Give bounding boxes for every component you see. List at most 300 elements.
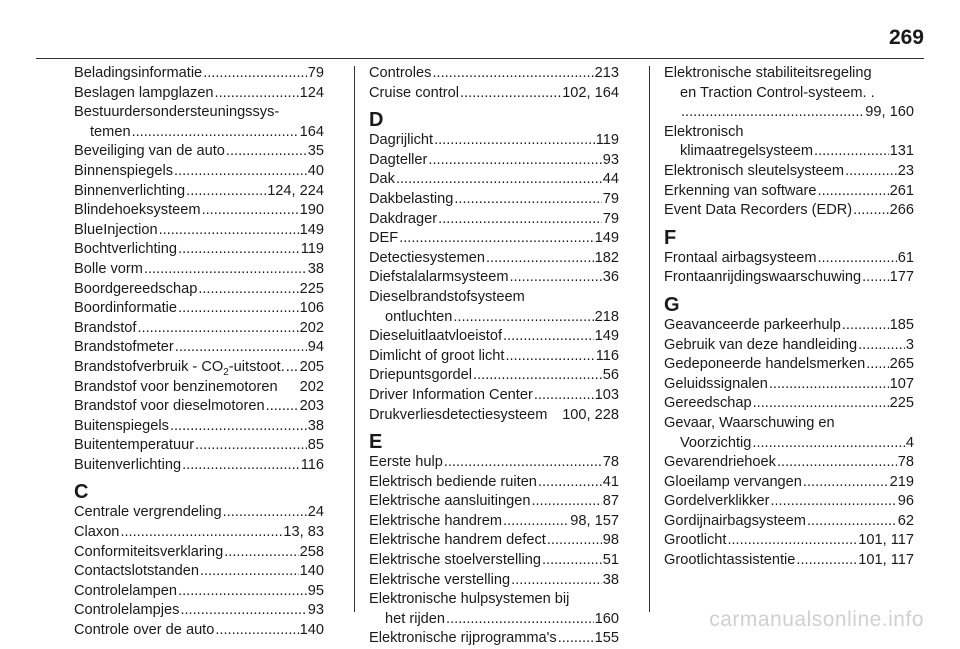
index-entry (369, 190, 619, 210)
dot-leader (866, 355, 888, 375)
dot-leader (814, 142, 889, 162)
index-entry (74, 397, 324, 417)
index-entry (369, 386, 619, 406)
page-reference[interactable]: 160 (594, 610, 619, 627)
index-entry (369, 170, 619, 190)
index-entry (74, 240, 324, 260)
dot-leader (538, 473, 602, 493)
index-term: Dak (369, 171, 395, 188)
index-entry (664, 201, 914, 221)
index-term: temen (90, 123, 131, 140)
page-reference[interactable]: 94 (307, 339, 324, 356)
index-entry (664, 492, 914, 512)
page-reference[interactable]: 149 (594, 230, 619, 247)
page-reference[interactable]: 119 (595, 132, 619, 149)
index-entry (369, 229, 619, 249)
page-reference[interactable]: 87 (602, 493, 619, 510)
index-term: Elektrische verstelling (369, 571, 511, 588)
index-entry (664, 142, 914, 162)
index-term: Brandstofmeter (74, 339, 174, 356)
index-term-line: Dieselbrandstofsysteem (369, 288, 525, 305)
dot-leader (769, 375, 889, 395)
page-reference[interactable]: 35 (307, 143, 324, 160)
index-entry (74, 123, 324, 143)
page-reference[interactable]: 98, 157 (570, 512, 619, 529)
index-entry (369, 84, 619, 104)
dot-leader (198, 280, 298, 300)
dot-leader (200, 562, 299, 582)
dot-leader (174, 162, 307, 182)
section-letter: F (664, 226, 677, 249)
index-entry (74, 582, 324, 602)
index-term-line: en Traction Control-systeem. . (680, 84, 875, 101)
dot-leader (182, 456, 300, 476)
page-reference[interactable]: 78 (602, 454, 619, 471)
index-term: Controlelampen (74, 582, 178, 599)
page-reference[interactable]: 261 (889, 182, 914, 199)
index-term: Controle over de auto (74, 622, 215, 639)
dot-leader (752, 434, 904, 454)
dot-leader (531, 492, 601, 512)
index-term: Contactslotstanden (74, 563, 199, 580)
dot-leader (473, 366, 602, 386)
page-reference[interactable]: 164 (299, 123, 324, 140)
page-reference[interactable]: 124 (299, 84, 324, 101)
index-entry (74, 142, 324, 162)
dot-leader (226, 142, 307, 162)
index-term: Binnenspiegels (74, 162, 173, 179)
index-term: Diefstalalarmsysteem (369, 269, 509, 286)
section-letter: E (369, 431, 383, 454)
index-entry (664, 336, 914, 356)
index-term: Gordijnairbagsysteem (664, 512, 806, 529)
index-term: Gereedschap (664, 395, 752, 412)
index-entry (664, 473, 914, 493)
page-number: 269 (888, 26, 924, 49)
page-reference[interactable]: 266 (889, 202, 914, 219)
index-entry (74, 162, 324, 182)
section-letter: G (664, 293, 680, 316)
page-reference[interactable]: 155 (594, 630, 619, 647)
index-term: Blindehoeksysteem (74, 202, 201, 219)
page-reference[interactable]: 38 (307, 260, 324, 277)
index-term: Detectiesystemen (369, 249, 485, 266)
dot-leader (807, 512, 897, 532)
index-term-line: Elektronisch (664, 123, 744, 140)
dot-leader (547, 531, 602, 551)
page-reference[interactable]: 149 (594, 328, 619, 345)
index-entry (74, 601, 324, 621)
index-term: Grootlicht (664, 532, 727, 549)
page-reference[interactable]: 103 (594, 386, 619, 403)
dot-leader (770, 492, 896, 512)
index-term-part: Brandstofverbruik - CO (74, 358, 224, 375)
index-term: Driver Information Center (369, 386, 533, 403)
index-term: Bolle vorm (74, 260, 143, 277)
page-reference[interactable]: 140 (299, 622, 324, 639)
dot-leader (858, 336, 905, 356)
index-entry (369, 249, 619, 269)
index-entry (74, 436, 324, 456)
index-entry (369, 629, 619, 649)
dot-leader (503, 512, 569, 532)
page-reference[interactable]: 79 (602, 190, 619, 207)
index-term: Brandstof (74, 319, 137, 336)
dot-leader (186, 182, 266, 202)
dot-leader (428, 151, 601, 171)
dot-leader (438, 210, 602, 230)
index-entry (369, 473, 619, 493)
index-entry (664, 434, 914, 454)
dot-leader (803, 473, 889, 493)
dot-leader (460, 84, 561, 104)
dot-leader (753, 394, 889, 414)
dot-leader (845, 162, 897, 182)
index-column-3 (664, 64, 914, 571)
index-term: Dagrijlicht (369, 132, 434, 149)
dot-leader (170, 417, 307, 437)
page-reference[interactable]: 106 (299, 300, 324, 317)
page-reference[interactable]: 101, 117 (858, 552, 914, 569)
page-reference[interactable]: 98 (602, 532, 619, 549)
index-entry (664, 394, 914, 414)
index-entry (369, 492, 619, 512)
page-reference[interactable]: 78 (897, 454, 914, 471)
page-reference[interactable]: 4 (905, 434, 914, 451)
index-term: Elektrische handrem (369, 512, 503, 529)
page-reference[interactable]: 185 (889, 316, 914, 333)
dot-leader (180, 601, 306, 621)
index-entry (369, 64, 619, 84)
section-letter: C (74, 481, 89, 504)
dot-leader (434, 131, 595, 151)
index-term: Elektronische rijprogramma's (369, 630, 557, 647)
index-term: Buitenverlichting (74, 456, 182, 473)
page-reference[interactable]: 96 (897, 493, 914, 510)
index-entry (74, 221, 324, 241)
dot-leader (511, 571, 602, 591)
column-divider (649, 66, 650, 612)
index-term: Bochtverlichting (74, 241, 178, 258)
index-term: Gevarendriehoek (664, 454, 776, 471)
dot-leader (818, 182, 889, 202)
index-entry (74, 378, 324, 398)
index-column-1 (74, 64, 324, 641)
index-term: Beladingsinformatie (74, 65, 203, 81)
watermark: carmanualsonline.info (709, 608, 924, 631)
dot-leader (178, 582, 307, 602)
index-term: Binnenverlichting (74, 182, 186, 199)
page-reference[interactable]: 40 (307, 162, 324, 179)
dot-leader (503, 327, 594, 347)
column-divider (354, 66, 355, 612)
index-term: Controles (369, 65, 432, 81)
index-term: Elektrische handrem defect (369, 532, 546, 549)
index-term: Buitenspiegels (74, 417, 169, 434)
page-reference[interactable]: 190 (299, 202, 324, 219)
index-term-line: Bestuurdersondersteuningssys- (74, 104, 280, 121)
dot-leader (178, 240, 300, 260)
page-reference[interactable]: 258 (299, 543, 324, 560)
dot-leader (215, 84, 299, 104)
index-term: Elektrisch bediende ruiten (369, 473, 537, 490)
dot-leader (120, 523, 282, 543)
page-reference[interactable]: 140 (299, 563, 324, 580)
index-entry (664, 453, 914, 473)
index-entry (369, 366, 619, 386)
index-entry (369, 308, 619, 328)
dot-leader (505, 347, 594, 367)
page-reference[interactable]: 218 (594, 308, 619, 325)
index-entry (74, 417, 324, 437)
section-letter: D (369, 109, 384, 132)
page-reference[interactable]: 131 (889, 143, 914, 160)
dot-leader (777, 453, 897, 473)
index-term: Dagteller (369, 151, 428, 168)
page-reference[interactable]: 36 (602, 269, 619, 286)
page-reference[interactable]: 116 (595, 347, 619, 364)
index-term: DEF (369, 230, 399, 247)
page-reference[interactable]: 93 (602, 151, 619, 168)
index-term: Grootlichtassistentie (664, 552, 796, 569)
index-column-2 (369, 64, 619, 649)
index-term: Beslagen lampglazen (74, 84, 214, 101)
index-term: Dieseluitlaatvloeistof (369, 328, 503, 345)
page-reference[interactable]: 99, 160 (865, 104, 914, 121)
index-entry (369, 512, 619, 532)
index-entry (664, 531, 914, 551)
page-reference[interactable]: 38 (602, 571, 619, 588)
index-entry (664, 268, 914, 288)
page-reference[interactable]: 44 (602, 171, 619, 188)
index-term: Geavanceerde parkeerhulp (664, 316, 841, 333)
page-reference[interactable]: 61 (897, 249, 914, 266)
dot-leader (223, 503, 307, 523)
index-term: Frontaanrijdingswaarschuwing (664, 269, 862, 286)
index-term: Elektrische aansluitingen (369, 493, 531, 510)
index-entry (74, 260, 324, 280)
dot-leader (818, 249, 897, 269)
page-reference[interactable]: 116 (300, 456, 324, 473)
dot-leader (432, 64, 593, 84)
dot-leader (224, 543, 298, 563)
index-term: Dakbelasting (369, 190, 454, 207)
index-entry (369, 268, 619, 288)
page-reference[interactable]: 202 (299, 378, 324, 395)
index-entry (369, 131, 619, 151)
index-entry (664, 162, 914, 182)
index-term: Claxon (74, 524, 120, 541)
page-reference[interactable]: 182 (594, 249, 619, 266)
dot-leader (446, 610, 594, 630)
index-term: Eerste hulp (369, 454, 443, 471)
page-reference[interactable]: 202 (299, 319, 324, 336)
page-reference[interactable]: 149 (299, 221, 324, 238)
index-term: Centrale vergrendeling (74, 504, 222, 521)
dot-leader (396, 170, 602, 190)
index-entry (74, 280, 324, 300)
index-entry (74, 621, 324, 641)
page-reference[interactable]: 79 (307, 65, 324, 81)
index-entry (74, 319, 324, 339)
page-reference[interactable]: 225 (299, 280, 324, 297)
dot-leader (215, 621, 298, 641)
dot-leader (137, 319, 298, 339)
index-term: Conformiteitsverklaring (74, 543, 224, 560)
page-reference[interactable]: 102, 164 (562, 84, 619, 101)
index-term: Elektronisch sleutelsysteem (664, 162, 845, 179)
page-reference[interactable]: 213 (594, 65, 619, 81)
index-term: Elektrische stoelverstelling (369, 552, 541, 569)
index-term (74, 358, 285, 378)
index-entry (74, 338, 324, 358)
index-term: Boordinformatie (74, 300, 178, 317)
dot-leader (558, 629, 594, 649)
page-reference[interactable]: 41 (602, 473, 619, 490)
dot-leader (175, 338, 307, 358)
index-entry (74, 201, 324, 221)
page-reference[interactable]: 51 (602, 552, 619, 569)
page-reference[interactable]: 56 (602, 367, 619, 384)
index-term: Erkenning van software (664, 182, 817, 199)
page-reference[interactable]: 24 (307, 504, 324, 521)
page-reference[interactable]: 265 (889, 356, 914, 373)
page-reference[interactable]: 38 (307, 417, 324, 434)
page-reference[interactable]: 124, 224 (267, 182, 324, 199)
dot-leader (178, 299, 299, 319)
dot-leader (266, 397, 299, 417)
index-entry (369, 531, 619, 551)
page-reference[interactable]: 177 (889, 269, 914, 286)
header-rule (36, 58, 924, 59)
index-term-line: Elektronische hulpsystemen bij (369, 591, 570, 608)
dot-leader (159, 221, 299, 241)
index-term: klimaatregelsysteem (680, 143, 814, 160)
index-term: Cruise control (369, 84, 460, 101)
dot-leader (132, 123, 299, 143)
index-entry (664, 512, 914, 532)
index-entry (74, 64, 324, 84)
page-reference[interactable]: 85 (307, 437, 324, 454)
page-reference[interactable]: 205 (299, 358, 324, 375)
index-term: Beveiliging van de auto (74, 143, 225, 160)
index-term: Dimlicht of groot licht (369, 347, 505, 364)
dot-leader (862, 268, 889, 288)
index-entry (369, 406, 619, 426)
index-term: Gebruik van deze handleiding (664, 336, 858, 353)
index-term: Boordgereedschap (74, 280, 198, 297)
dot-leader (454, 190, 601, 210)
index-term: Controlelampjes (74, 602, 180, 619)
index-term: ontluchten (385, 308, 453, 325)
index-entry (74, 182, 324, 202)
index-entry (74, 358, 324, 378)
index-term-line: Elektronische stabiliteitsregeling (664, 65, 872, 81)
index-term: Gordelverklikker (664, 493, 770, 510)
index-term: Brandstof voor dieselmotoren (74, 398, 265, 415)
index-entry (369, 327, 619, 347)
page-reference[interactable]: 100, 228 (562, 406, 619, 423)
page-reference[interactable]: 119 (300, 241, 324, 258)
page-reference[interactable]: 95 (307, 582, 324, 599)
dot-leader (510, 268, 602, 288)
dot-leader (542, 551, 602, 571)
index-entry (74, 84, 324, 104)
index-entry (74, 299, 324, 319)
index-entry (369, 453, 619, 473)
index-entry (74, 543, 324, 563)
index-entry (664, 316, 914, 336)
dot-leader (444, 453, 602, 473)
index-term: Driepuntsgordel (369, 367, 473, 384)
index-term: Voorzichtig (680, 434, 752, 451)
dot-leader (286, 358, 299, 378)
page-reference[interactable]: 203 (299, 398, 324, 415)
index-term: Geluidssignalen (664, 375, 768, 392)
index-entry (369, 151, 619, 171)
dot-leader (486, 249, 594, 269)
index-term: het rijden (385, 610, 446, 627)
index-term: BlueInjection (74, 221, 158, 238)
dot-leader (399, 229, 593, 249)
page-reference[interactable]: 107 (889, 375, 914, 392)
index-term: Dakdrager (369, 210, 438, 227)
page-reference[interactable]: 13, 83 (283, 524, 324, 541)
index-entry (369, 551, 619, 571)
page-reference[interactable]: 225 (889, 395, 914, 412)
index-entry (369, 610, 619, 630)
index-term-part: -uitstoot. (228, 358, 285, 375)
dot-leader (144, 260, 307, 280)
index-entry (664, 375, 914, 395)
index-term: Drukverliesdetectiesysteem (369, 406, 548, 423)
index-entry (369, 210, 619, 230)
index-entry (74, 562, 324, 582)
page-reference[interactable]: 62 (897, 512, 914, 529)
page-reference[interactable]: 23 (897, 162, 914, 179)
index-term-line: Gevaar, Waarschuwing en (664, 414, 835, 431)
dot-leader (727, 531, 857, 551)
index-term: Gloeilamp vervangen (664, 473, 802, 490)
dot-leader (453, 308, 593, 328)
dot-leader (681, 103, 864, 123)
index-entry (74, 523, 324, 543)
index-term: Event Data Recorders (EDR) (664, 202, 853, 219)
dot-leader (842, 316, 889, 336)
page-reference[interactable]: 219 (889, 473, 914, 490)
index-entry (74, 503, 324, 523)
page-reference[interactable]: 101, 117 (858, 532, 914, 549)
index-entry (369, 347, 619, 367)
index-entry (664, 103, 914, 123)
dot-leader (853, 201, 888, 221)
index-entry (369, 571, 619, 591)
page-reference[interactable]: 79 (602, 210, 619, 227)
dot-leader (796, 551, 857, 571)
index-entry (664, 182, 914, 202)
page-reference[interactable]: 3 (905, 336, 914, 353)
index-term: Buitentemperatuur (74, 437, 195, 454)
dot-leader (202, 201, 299, 221)
page-reference[interactable]: 93 (307, 602, 324, 619)
dot-leader (203, 64, 307, 84)
index-term: Gedeponeerde handelsmerken (664, 356, 866, 373)
dot-leader (534, 386, 594, 406)
index-entry (664, 551, 914, 571)
dot-leader (195, 436, 307, 456)
subscript: 2 (223, 366, 229, 378)
index-entry (74, 456, 324, 476)
